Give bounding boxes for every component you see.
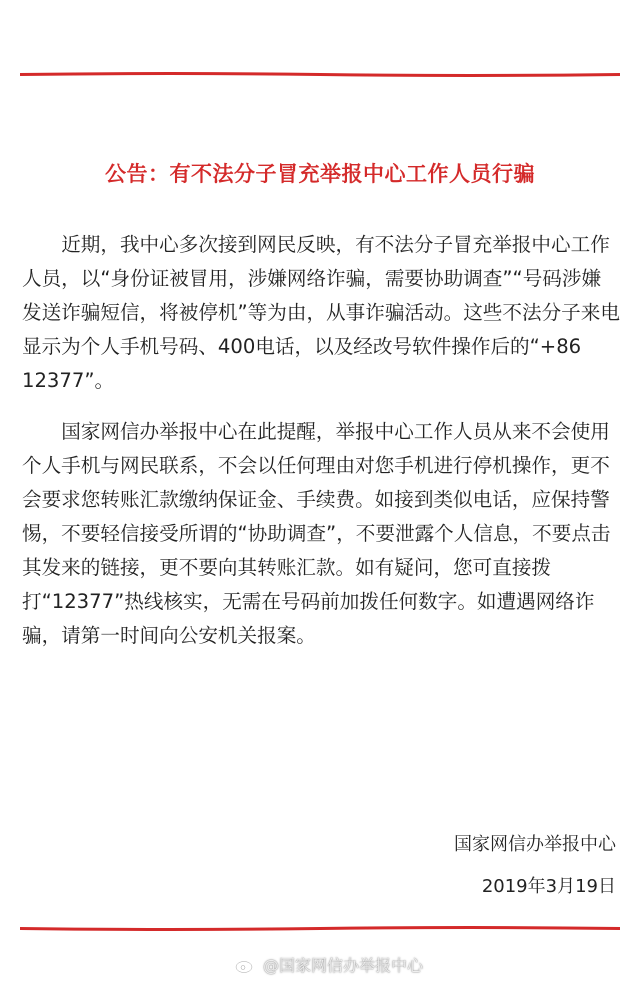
weibo-icon xyxy=(235,956,257,974)
notice-body xyxy=(22,228,620,670)
top-divider xyxy=(20,72,620,77)
notice-title: 公告：有不法分子冒充举报中心工作人员行骗 xyxy=(105,162,535,186)
paragraph-1: 近期，我中心多次接到网民反映，有不法分子冒充举报中心工作人员，以“身份证被冒用，涉嫌网络诈骗，需要协助调查”“号码涉嫌发送诈骗短信，将被停机”等为由，从事诈骗活动。这些不法分子来电显示为个人手机号码、400电话，以及经改号软件操作后的“+86 12377”。 xyxy=(22,233,620,392)
signature-date: 2019年3月19日 xyxy=(481,876,616,897)
watermark-text: @国家网信办举报中心 xyxy=(263,956,424,975)
weibo-watermark xyxy=(235,953,423,976)
paragraph-2: 国家网信办举报中心在此提醒，举报中心工作人员从来不会使用个人手机与网民联系，不会以任何理由对您手机进行停机操作，更不会要求您转账汇款缴纳保证金、手续费。如接到类似电话，应保持警惕，不要轻信接受所谓的“协助调查”，不要泄露个人信息，不要点击其发来的链接，更不要向其转账汇款。如有疑问，您可直接拨打“12377”热线核实，无需在号码前加拨任何数字。如遭遇网络诈骗，请第一时间向公安机关报案。 xyxy=(22,420,611,647)
bottom-divider xyxy=(20,926,620,931)
signature-org: 国家网信办举报中心 xyxy=(454,834,616,855)
